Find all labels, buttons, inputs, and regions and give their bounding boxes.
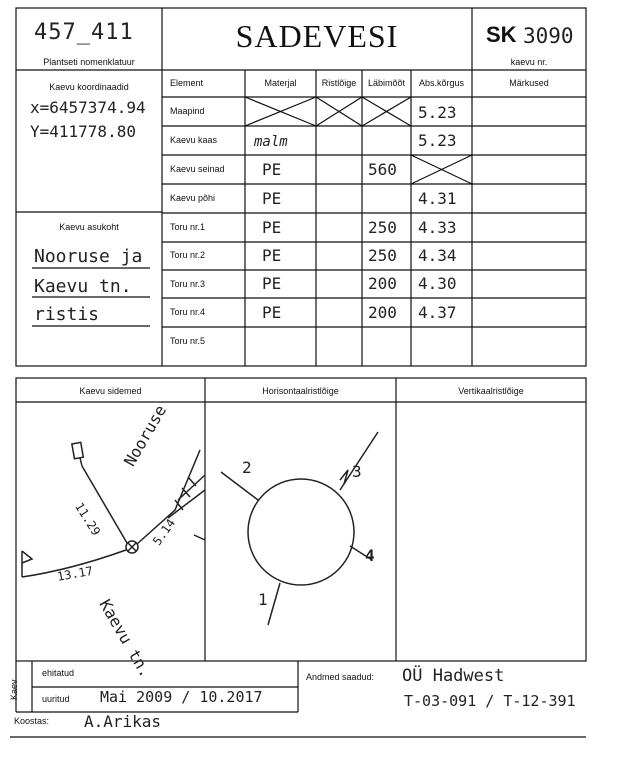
data-source-reference: T-03-091 / T-12-391	[404, 692, 576, 710]
panel-vertical-title: Vertikaalristlõige	[458, 386, 524, 396]
row-element: Maapind	[170, 106, 205, 116]
row-element: Toru nr.4	[170, 307, 206, 317]
row-abs: 4.37	[418, 303, 457, 322]
row-abs: 5.23	[418, 103, 457, 122]
row-diameter: 250	[368, 218, 397, 237]
location-label: Kaevu asukoht	[59, 222, 119, 232]
surveyed-label: uuritud	[42, 694, 70, 704]
panel-horizontal-title: Horisontaalristlõige	[262, 386, 339, 396]
row-element: Kaevu põhi	[170, 193, 216, 203]
row-abs: 4.33	[418, 218, 457, 237]
sheet-number: 457_411	[34, 20, 134, 45]
row-diameter: 200	[368, 303, 397, 322]
street-label-nooruse: Nooruse	[120, 401, 171, 470]
header-element: Element	[170, 78, 204, 88]
distance-label-3: 13.17	[56, 563, 95, 584]
well-number-label: kaevu nr.	[510, 57, 548, 67]
sheet-number-label: Plantseti nomenklatuur	[43, 57, 135, 67]
row-diameter: 200	[368, 274, 397, 293]
row-element: Kaevu seinad	[170, 164, 225, 174]
header-cross: Ristlõige	[321, 78, 357, 88]
compiled-label: Koostas:	[14, 716, 50, 726]
pipe-label-2: 2	[242, 458, 252, 477]
row-element: Toru nr.2	[170, 250, 206, 260]
data-source-company: OÜ Hadwest	[402, 666, 505, 686]
well-number: 3090	[523, 24, 574, 48]
distance-label-2: 5.14	[150, 516, 179, 549]
row-diameter: 560	[368, 160, 397, 179]
coordinate-y: Y=411778.80	[30, 122, 136, 141]
row-abs: 4.30	[418, 274, 457, 293]
well-prefix: SK	[486, 22, 517, 47]
footer-side-label: Kaev	[9, 679, 19, 700]
header-notes: Märkused	[509, 78, 549, 88]
row-abs: 5.23	[418, 131, 457, 150]
coordinate-x: x=6457374.94	[30, 98, 146, 117]
pipe-label-1: 1	[258, 590, 268, 609]
row-element: Kaevu kaas	[170, 135, 218, 145]
header-material: Materjal	[264, 78, 297, 88]
distance-label-1: 11.29	[72, 500, 104, 539]
data-source-label: Andmed saadud:	[306, 672, 375, 682]
row-material: PE	[262, 160, 282, 179]
pipe-label-3: 3	[352, 462, 362, 481]
coordinates-label: Kaevu koordinaadid	[49, 82, 129, 92]
row-material: PE	[262, 303, 282, 322]
row-abs: 4.34	[418, 246, 457, 265]
surveyed-value: Mai 2009 / 10.2017	[100, 688, 263, 706]
row-material: PE	[262, 274, 282, 293]
header-diameter: Läbimõõt	[367, 78, 406, 88]
row-material: malm	[254, 134, 288, 150]
built-label: ehitatud	[42, 668, 75, 678]
row-element: Toru nr.1	[170, 222, 206, 232]
compiled-value: A.Arikas	[84, 712, 162, 731]
page-title: SADEVESI	[235, 18, 399, 54]
row-element: Toru nr.5	[170, 336, 206, 346]
pipe-label-4: 4	[365, 546, 375, 565]
row-diameter: 250	[368, 246, 397, 265]
row-element: Toru nr.3	[170, 279, 206, 289]
location-line-3: ristis	[34, 304, 100, 325]
connection-sketch	[22, 442, 205, 577]
header-abs: Abs.kõrgus	[418, 78, 465, 88]
street-label-kaevu: Kaevu tn.	[95, 596, 156, 681]
row-material: PE	[262, 246, 282, 265]
row-material: PE	[262, 189, 282, 208]
location-line-1: Nooruse ja	[34, 246, 143, 267]
row-material: PE	[262, 218, 282, 237]
row-abs: 4.31	[418, 189, 457, 208]
panel-connections-title: Kaevu sidemed	[79, 386, 142, 396]
location-line-2: Kaevu tn.	[34, 276, 132, 297]
